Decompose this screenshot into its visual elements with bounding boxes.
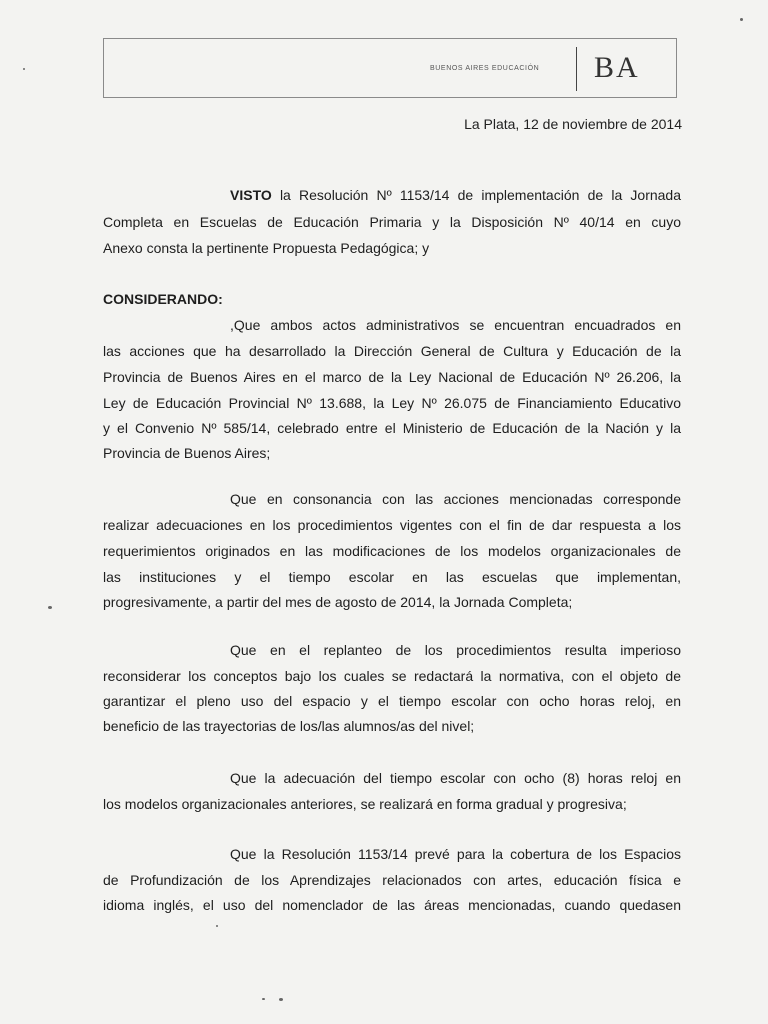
paragraph-1-line-5: y el Convenio Nº 585/14, celebrado entre el Ministerio de Educación de la Nación y la xyxy=(103,420,681,436)
scan-speck xyxy=(23,68,25,70)
scan-speck xyxy=(279,998,283,1001)
document-date: La Plata, 12 de noviembre de 2014 xyxy=(464,116,682,132)
visto-keyword: VISTO xyxy=(230,187,272,203)
visto-line-1 xyxy=(103,187,681,203)
paragraph-4-line-1: Que la adecuación del tiempo escolar con ocho (8) horas reloj en xyxy=(230,770,681,786)
paragraph-2-line-2: realizar adecuaciones en los procedimientos vigentes con el fin de dar respuesta a los xyxy=(103,517,681,533)
paragraph-3-line-3: garantizar el pleno uso del espacio y el tiempo escolar con ocho horas reloj, en xyxy=(103,693,681,709)
paragraph-1-line-4: Ley de Educación Provincial Nº 13.688, la Ley Nº 26.075 de Financiamiento Educativo xyxy=(103,395,681,411)
letterhead-brand: BUENOS AIRES EDUCACIÓN xyxy=(430,65,540,72)
paragraph-1-line-6: Provincia de Buenos Aires; xyxy=(103,445,271,461)
paragraph-3-line-4: beneficio de las trayectorias de los/las alumnos/as del nivel; xyxy=(103,718,475,734)
paragraph-1-line-3: Provincia de Buenos Aires en el marco de la Ley Nacional de Educación Nº 26.206, la xyxy=(103,369,681,385)
paragraph-1-line-2: las acciones que ha desarrollado la Dirección General de Cultura y Educación de la xyxy=(103,343,681,359)
ba-logo: BA xyxy=(594,51,640,84)
paragraph-2-line-3: requerimientos originados en las modificaciones de los modelos organizacionales de xyxy=(103,543,681,559)
scan-speck xyxy=(48,606,52,609)
paragraph-4-line-2: los modelos organizacionales anteriores, se realizará en forma gradual y progresiva; xyxy=(103,796,627,812)
paragraph-5-line-3: idioma inglés, el uso del nomenclador de las áreas mencionadas, cuando quedasen xyxy=(103,897,681,913)
paragraph-5-line-1: Que la Resolución 1153/14 prevé para la cobertura de los Espacios xyxy=(230,846,681,862)
paragraph-3-line-2: reconsiderar los conceptos bajo los cuales se redactará la normativa, con el objeto de xyxy=(103,668,681,684)
visto-line-3: Anexo consta la pertinente Propuesta Pedagógica; y xyxy=(103,240,430,256)
scan-speck xyxy=(262,998,265,1000)
paragraph-1-line-1: ,Que ambos actos administrativos se encuentran encuadrados en xyxy=(230,317,681,333)
scan-speck xyxy=(216,925,218,927)
letterhead-divider xyxy=(576,47,577,91)
paragraph-2-line-1: Que en consonancia con las acciones mencionadas corresponde xyxy=(230,491,681,507)
letterhead xyxy=(103,38,677,98)
visto-line-2: Completa en Escuelas de Educación Primaria y la Disposición Nº 40/14 en cuyo xyxy=(103,214,681,230)
scan-speck xyxy=(740,18,743,21)
visto-line-1-text: la Resolución Nº 1153/14 de implementación de la Jornada xyxy=(271,187,681,203)
considerando-heading: CONSIDERANDO: xyxy=(103,291,223,307)
paragraph-3-line-1: Que en el replanteo de los procedimientos resulta imperioso xyxy=(230,642,681,658)
paragraph-5-line-2: de Profundización de los Aprendizajes relacionados con artes, educación física e xyxy=(103,872,681,888)
paragraph-2-line-5: progresivamente, a partir del mes de agosto de 2014, la Jornada Completa; xyxy=(103,594,573,610)
paragraph-2-line-4: las instituciones y el tiempo escolar en las escuelas que implementan, xyxy=(103,569,681,585)
